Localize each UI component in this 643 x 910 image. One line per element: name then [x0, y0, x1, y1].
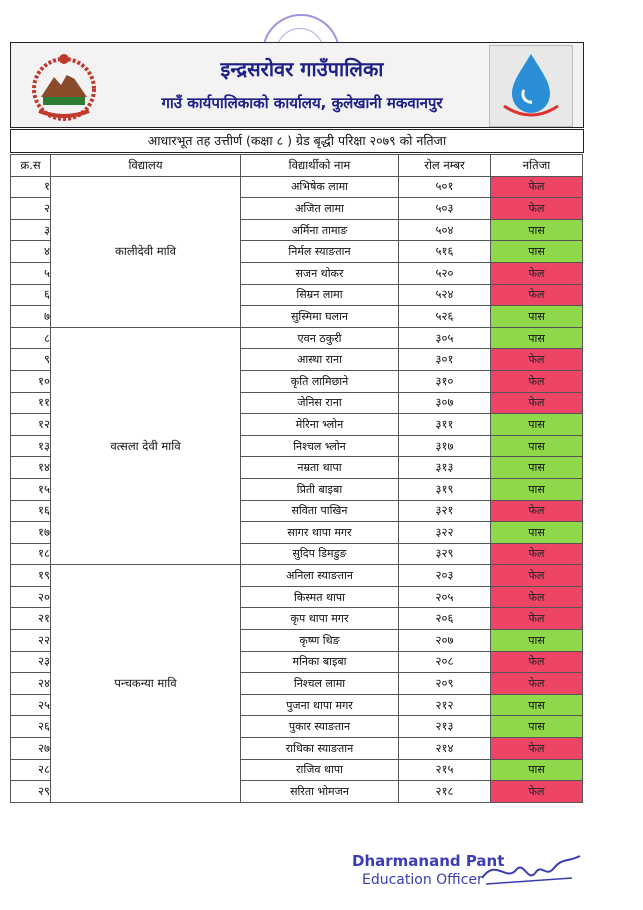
student-name: एवन ठकुरी [241, 327, 399, 349]
serial-number: १८ [11, 543, 51, 565]
office-address: गाउँ कार्यपालिकाको कार्यालय, कुलेखानी मकवानपुर [161, 94, 443, 112]
serial-number: २७ [11, 738, 51, 760]
roll-number: ३११ [399, 414, 491, 436]
school-name: पन्चकन्या मावि [51, 565, 241, 803]
serial-number: २२ [11, 630, 51, 652]
result-badge: फेल [491, 651, 583, 673]
serial-number: १२ [11, 414, 51, 436]
serial-number: १५ [11, 478, 51, 500]
roll-number: ५२० [399, 262, 491, 284]
serial-number: ७ [11, 306, 51, 328]
results-table [10, 154, 583, 803]
roll-number: २१३ [399, 716, 491, 738]
roll-number: २१५ [399, 759, 491, 781]
student-name: सविता पाखिन [241, 500, 399, 522]
result-badge: पास [491, 241, 583, 263]
roll-number: २०९ [399, 673, 491, 695]
table-body [11, 176, 583, 802]
roll-number: २१४ [399, 738, 491, 760]
serial-number: १७ [11, 522, 51, 544]
school-name: कालीदेवी मावि [51, 176, 241, 327]
serial-number: १३ [11, 435, 51, 457]
result-badge: फेल [491, 781, 583, 803]
serial-number: ६ [11, 284, 51, 306]
result-badge: पास [491, 478, 583, 500]
roll-number: २०६ [399, 608, 491, 630]
roll-number: ५०३ [399, 198, 491, 220]
table-header-row [11, 155, 583, 177]
student-name: नम्रता थापा [241, 457, 399, 479]
serial-number: २८ [11, 759, 51, 781]
serial-number: २९ [11, 781, 51, 803]
student-name: सागर थापा मगर [241, 522, 399, 544]
serial-number: ३ [11, 219, 51, 241]
result-badge: फेल [491, 500, 583, 522]
student-name: प्रिती बाइबा [241, 478, 399, 500]
result-badge: फेल [491, 370, 583, 392]
roll-number: ३०१ [399, 349, 491, 371]
roll-number: २१२ [399, 694, 491, 716]
roll-number: २०३ [399, 565, 491, 587]
roll-number: ३१७ [399, 435, 491, 457]
roll-number: ५१६ [399, 241, 491, 263]
result-badge: पास [491, 630, 583, 652]
result-badge: पास [491, 759, 583, 781]
student-name: अजित लामा [241, 198, 399, 220]
result-title: आधारभूत तह उत्तीर्ण (कक्षा ८ ) ग्रेड बृद्धी परिक्षा २०७९ को नतिजा [10, 129, 584, 153]
student-name: पुजना थापा मगर [241, 694, 399, 716]
water-drop-logo-icon [489, 45, 573, 127]
student-name: राधिका स्याङतान [241, 738, 399, 760]
roll-number: ३१३ [399, 457, 491, 479]
result-badge: फेल [491, 284, 583, 306]
roll-number: ३१९ [399, 478, 491, 500]
serial-number: २ [11, 198, 51, 220]
table-row [11, 565, 583, 587]
roll-number: ३२९ [399, 543, 491, 565]
serial-number: १ [11, 176, 51, 198]
serial-number: ९ [11, 349, 51, 371]
result-badge: फेल [491, 608, 583, 630]
roll-number: ५२४ [399, 284, 491, 306]
column-header-name: विद्यार्थीको नाम [241, 155, 399, 177]
serial-number: १४ [11, 457, 51, 479]
student-name: अर्मिना तामाङ [241, 219, 399, 241]
serial-number: २१ [11, 608, 51, 630]
serial-number: ५ [11, 262, 51, 284]
student-name: निश्चल भ्लोन [241, 435, 399, 457]
school-name: वत्सला देवी मावि [51, 327, 241, 565]
result-badge: पास [491, 522, 583, 544]
officer-name: Dharmanand Pant [352, 852, 505, 870]
student-name: कृप थापा मगर [241, 608, 399, 630]
nepal-emblem-icon [19, 49, 109, 123]
result-badge: फेल [491, 543, 583, 565]
table-row [11, 176, 583, 198]
result-badge: पास [491, 716, 583, 738]
result-badge: फेल [491, 198, 583, 220]
student-name: सरिता भोमजन [241, 781, 399, 803]
roll-number: २०७ [399, 630, 491, 652]
student-name: मनिका बाइबा [241, 651, 399, 673]
handwritten-signature-icon [476, 848, 586, 892]
roll-number: ३१० [399, 370, 491, 392]
serial-number: २३ [11, 651, 51, 673]
result-badge: पास [491, 694, 583, 716]
result-badge: पास [491, 457, 583, 479]
result-badge: फेल [491, 176, 583, 198]
student-name: सजन थोकर [241, 262, 399, 284]
column-header-sn: क्र.स [11, 155, 51, 177]
roll-number: ३२१ [399, 500, 491, 522]
serial-number: २६ [11, 716, 51, 738]
roll-number: ५०१ [399, 176, 491, 198]
result-badge: पास [491, 435, 583, 457]
result-badge: फेल [491, 392, 583, 414]
officer-title: Education Officer [362, 872, 483, 888]
student-name: सुस्मिमा घलान [241, 306, 399, 328]
roll-number: ३०५ [399, 327, 491, 349]
municipality-name: इन्द्रसरोवर गाउँपालिका [220, 57, 384, 81]
serial-number: २४ [11, 673, 51, 695]
result-badge: फेल [491, 349, 583, 371]
result-badge: फेल [491, 738, 583, 760]
student-name: कृति लामिछाने [241, 370, 399, 392]
student-name: अभिषेक लामा [241, 176, 399, 198]
student-name: मेरिना भ्लोन [241, 414, 399, 436]
result-badge: पास [491, 219, 583, 241]
serial-number: २० [11, 586, 51, 608]
result-badge: पास [491, 414, 583, 436]
column-header-result: नतिजा [491, 155, 583, 177]
student-name: कृष्ण थिङ [241, 630, 399, 652]
student-name: आस्था राना [241, 349, 399, 371]
student-name: राजिव थापा [241, 759, 399, 781]
roll-number: २१८ [399, 781, 491, 803]
roll-number: ३२२ [399, 522, 491, 544]
student-name: जेनिस राना [241, 392, 399, 414]
student-name: अनिला स्याङतान [241, 565, 399, 587]
serial-number: ८ [11, 327, 51, 349]
result-badge: फेल [491, 586, 583, 608]
roll-number: ३०७ [399, 392, 491, 414]
student-name: पुकार स्याङतान [241, 716, 399, 738]
table-row [11, 327, 583, 349]
result-badge: फेल [491, 673, 583, 695]
serial-number: ११ [11, 392, 51, 414]
roll-number: ५२६ [399, 306, 491, 328]
roll-number: ५०४ [399, 219, 491, 241]
result-badge: फेल [491, 565, 583, 587]
student-name: निर्मल स्याङतान [241, 241, 399, 263]
roll-number: २०८ [399, 651, 491, 673]
student-name: निश्चल लामा [241, 673, 399, 695]
serial-number: १९ [11, 565, 51, 587]
column-header-roll: रोल नम्बर [399, 155, 491, 177]
result-badge: पास [491, 327, 583, 349]
student-name: सिम्रन लामा [241, 284, 399, 306]
student-name: किस्मत थापा [241, 586, 399, 608]
result-badge: पास [491, 306, 583, 328]
result-badge: फेल [491, 262, 583, 284]
serial-number: १६ [11, 500, 51, 522]
serial-number: १० [11, 370, 51, 392]
serial-number: ४ [11, 241, 51, 263]
roll-number: २०५ [399, 586, 491, 608]
letterhead [10, 42, 584, 128]
student-name: सुदिप डिमडुङ [241, 543, 399, 565]
serial-number: २५ [11, 694, 51, 716]
column-header-school: विद्यालय [51, 155, 241, 177]
